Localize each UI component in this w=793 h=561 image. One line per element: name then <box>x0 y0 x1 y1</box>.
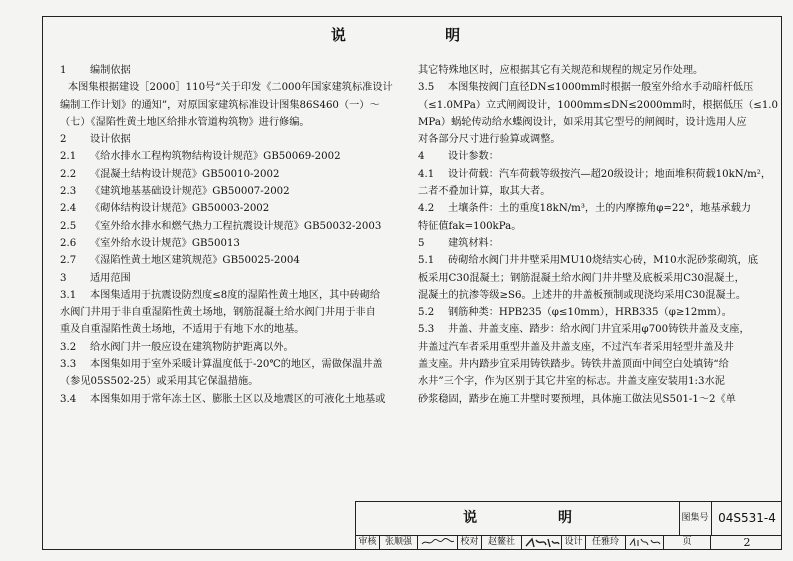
reviewer-signature <box>418 535 458 550</box>
text-line <box>60 373 372 390</box>
text-line <box>60 270 372 287</box>
page-label: 页 <box>664 535 711 550</box>
text-line <box>60 321 372 338</box>
clause-text: （参见05S502-25）或采用其它保温措施。 <box>60 376 259 388</box>
clause-number: 2.2 <box>60 168 77 180</box>
clause-text: 水井”三个字，作为区别于其它井室的标志。井盖支座安装用1:3水泥 <box>418 376 725 388</box>
text-line <box>60 131 372 148</box>
clause-text: 砂浆稳固，踏步在施工井壁时要预埋，具体施工做法见S501-1～2《单 <box>418 393 736 405</box>
text-line <box>418 304 770 321</box>
clause-text: 本图集如用于室外采暖计算温度低于-20℃的地区，需做保温井盖 <box>90 359 383 371</box>
clause-number: 3.2 <box>60 341 77 353</box>
clause-text: 《砌体结构设计规范》GB50003-2002 <box>90 203 270 215</box>
clause-text: 适用范围 <box>90 272 131 284</box>
text-line <box>60 79 393 96</box>
page-title-char-2: 明 <box>445 26 463 44</box>
clause-text: 井盖、井盖支座、踏步：给水阀门井宜采用φ700铸铁井盖及支座， <box>448 324 750 336</box>
atlas-number-label: 图集号 <box>679 502 712 535</box>
text-line <box>418 131 770 148</box>
clause-number: 3.4 <box>60 393 77 405</box>
clause-text: 《湿陷性黄土地区建筑规范》GB50025-2004 <box>90 255 300 267</box>
clause-number: 3.5 <box>418 82 435 94</box>
design-label: 设计 <box>562 535 586 550</box>
clause-number: 2.5 <box>60 220 77 232</box>
text-line <box>60 148 372 165</box>
clause-text: 《混凝土结构设计规范》GB50010-2002 <box>90 168 280 180</box>
clause-text: 本图集根据建设［2000］110号“关于印发《二000年国家建筑标准设计 <box>68 82 393 94</box>
text-line <box>60 97 380 114</box>
text-line <box>418 391 770 408</box>
text-line <box>60 235 372 252</box>
text-line <box>60 304 376 321</box>
text-line <box>60 252 372 269</box>
checker-name: 赵鳌社 <box>482 535 522 550</box>
text-line <box>60 183 372 200</box>
text-line <box>418 321 770 338</box>
clause-text: MPa）蜗轮传动给水蝶阀设计，如采用其它型号的闸阀时，设计选用人应 <box>418 116 747 128</box>
clause-number: 2.6 <box>60 237 77 249</box>
clause-text: 设计参数： <box>448 151 499 163</box>
clause-text: 《给水排水工程构筑物结构设计规范》GB50069-2002 <box>90 151 341 163</box>
text-line <box>418 218 770 235</box>
clause-number: 5.3 <box>418 324 435 336</box>
clause-text: 建筑材料： <box>448 237 499 249</box>
clause-number: 2.4 <box>60 203 77 215</box>
clause-number: 5 <box>418 237 425 249</box>
text-line <box>60 166 372 183</box>
clause-number: 3.3 <box>60 359 77 371</box>
text-line <box>418 339 770 356</box>
title-block-title-char-2: 明 <box>557 510 572 526</box>
text-line <box>60 391 386 408</box>
clause-number: 5.1 <box>418 255 435 267</box>
clause-number: 3 <box>60 272 67 284</box>
clause-number: 4 <box>418 151 425 163</box>
designer-name: 任雅玲 <box>586 535 626 550</box>
clause-text: 本图集适用于抗震设防烈度≤8度的湿陷性黄土地区，其中砖砌给 <box>90 289 381 301</box>
text-line <box>418 252 770 269</box>
clause-text: （≤1.0MPa）立式闸阀设计，1000mm≤DN≤2000mm时，根据低压（≤1.0 <box>418 99 779 111</box>
text-line <box>418 183 770 200</box>
clause-text: 二者不叠加计算，取其大者。 <box>418 186 551 198</box>
text-line <box>418 79 770 96</box>
clause-number: 2 <box>60 134 67 146</box>
checker-signature <box>522 535 562 550</box>
clause-text: 土壤条件：土的重度18kN/m³，土的内摩擦角φ=22°，地基承载力 <box>448 203 752 215</box>
text-line <box>418 114 770 131</box>
page-title <box>0 24 793 45</box>
page-title-char-1: 说 <box>330 26 348 44</box>
text-line <box>418 270 770 287</box>
text-line <box>418 373 770 390</box>
clause-number: 1 <box>60 65 67 76</box>
clause-text: 特征值fak=100kPa。 <box>418 220 522 232</box>
review-label: 审核 <box>356 535 380 550</box>
clause-text: 《室外给水排水和燃气热力工程抗震设计规范》GB50032-2003 <box>90 220 382 232</box>
left-column <box>60 62 393 408</box>
check-label: 校对 <box>458 535 482 550</box>
clause-text: 井盖过汽车者采用重型井盖及井盖支座，不过汽车者采用轻型井盖及井 <box>418 341 734 353</box>
text-line <box>418 356 770 373</box>
right-column <box>418 62 779 408</box>
text-line <box>418 62 770 79</box>
designer-signature <box>626 535 664 550</box>
text-line <box>418 287 770 304</box>
clause-text: 对各部分尺寸进行验算或调整。 <box>418 134 561 146</box>
text-line <box>60 200 372 217</box>
title-block-title <box>356 502 680 535</box>
clause-text: 本图集按阀门直径DN≤1000mm时根据一般室外给水手动暗杆低压 <box>448 82 754 94</box>
title-block-title-char-1: 说 <box>463 510 478 526</box>
page-number: 2 <box>743 536 751 549</box>
reviewer-name: 张顺强 <box>380 535 418 550</box>
clause-text: 混凝土的抗渗等级≥S6。上述井的井盖板预制或现浇均采用C30混凝土。 <box>418 289 747 301</box>
clause-text: 本图集如用于常年冻土区、膨胀土区以及地震区的可液化土地基或 <box>90 393 386 405</box>
clause-text: 给水阀门井一般应设在建筑物防护距离以外。 <box>90 341 294 353</box>
clause-number: 3.1 <box>60 289 77 301</box>
text-line <box>60 356 383 373</box>
clause-number: 4.2 <box>418 203 435 215</box>
text-line <box>60 114 372 131</box>
clause-text: 编制依据 <box>90 65 131 76</box>
title-block <box>355 501 782 550</box>
clause-number: 2.3 <box>60 186 77 198</box>
text-line <box>418 166 770 183</box>
atlas-number: 04S531-4 <box>718 511 776 525</box>
clause-text: 编制工作计划》的通知”，对原国家建筑标准设计图集86S460（一）～ <box>60 99 380 111</box>
clause-text: 砖砌给水阀门井井壁采用MU10烧结实心砖，M10水泥砂浆砌筑，底 <box>448 255 759 267</box>
text-line <box>418 235 770 252</box>
clause-number: 4.1 <box>418 168 435 180</box>
text-line <box>418 97 779 114</box>
clause-text: 设计依据 <box>90 134 131 146</box>
clause-number: 5.2 <box>418 307 435 319</box>
clause-text: 设计荷载：汽车荷载等级按汽—超20级设计；地面堆积荷载10kN/m²， <box>448 168 772 180</box>
clause-text: 钢筋种类：HPB235（φ≤10mm），HRB335（φ≥12mm）。 <box>448 307 732 319</box>
text-line <box>60 218 382 235</box>
text-line <box>418 148 770 165</box>
clause-text: 其它特殊地区时，应根据其它有关规范和规程的规定另作处理。 <box>418 65 704 76</box>
text-line <box>60 287 381 304</box>
text-line <box>418 200 770 217</box>
clause-text: 《室外给水设计规范》GB50013 <box>90 237 240 249</box>
clause-number: 2.7 <box>60 255 77 267</box>
clause-text: 《建筑地基基础设计规范》GB50007-2002 <box>90 186 290 198</box>
clause-text: 盖支座。井内踏步宜采用铸铁踏步。铸铁井盖顶面中间空白处填铸“给 <box>418 359 729 371</box>
text-line <box>60 62 372 79</box>
clause-text: 板采用C30混凝土；钢筋混凝土给水阀门井井壁及底板采用C30混凝土， <box>418 272 745 284</box>
clause-text: 重及自重湿陷性黄土场地，不适用于有地下水的地基。 <box>60 324 305 336</box>
clause-number: 2.1 <box>60 151 77 163</box>
text-line <box>60 339 372 356</box>
clause-text: 水阀门井用于非自重湿陷性黄土场地，钢筋混凝土给水阀门井用于非自 <box>60 307 376 319</box>
clause-text: （七）《湿陷性黄土地区给排水管道构筑物》进行修编。 <box>60 116 310 128</box>
